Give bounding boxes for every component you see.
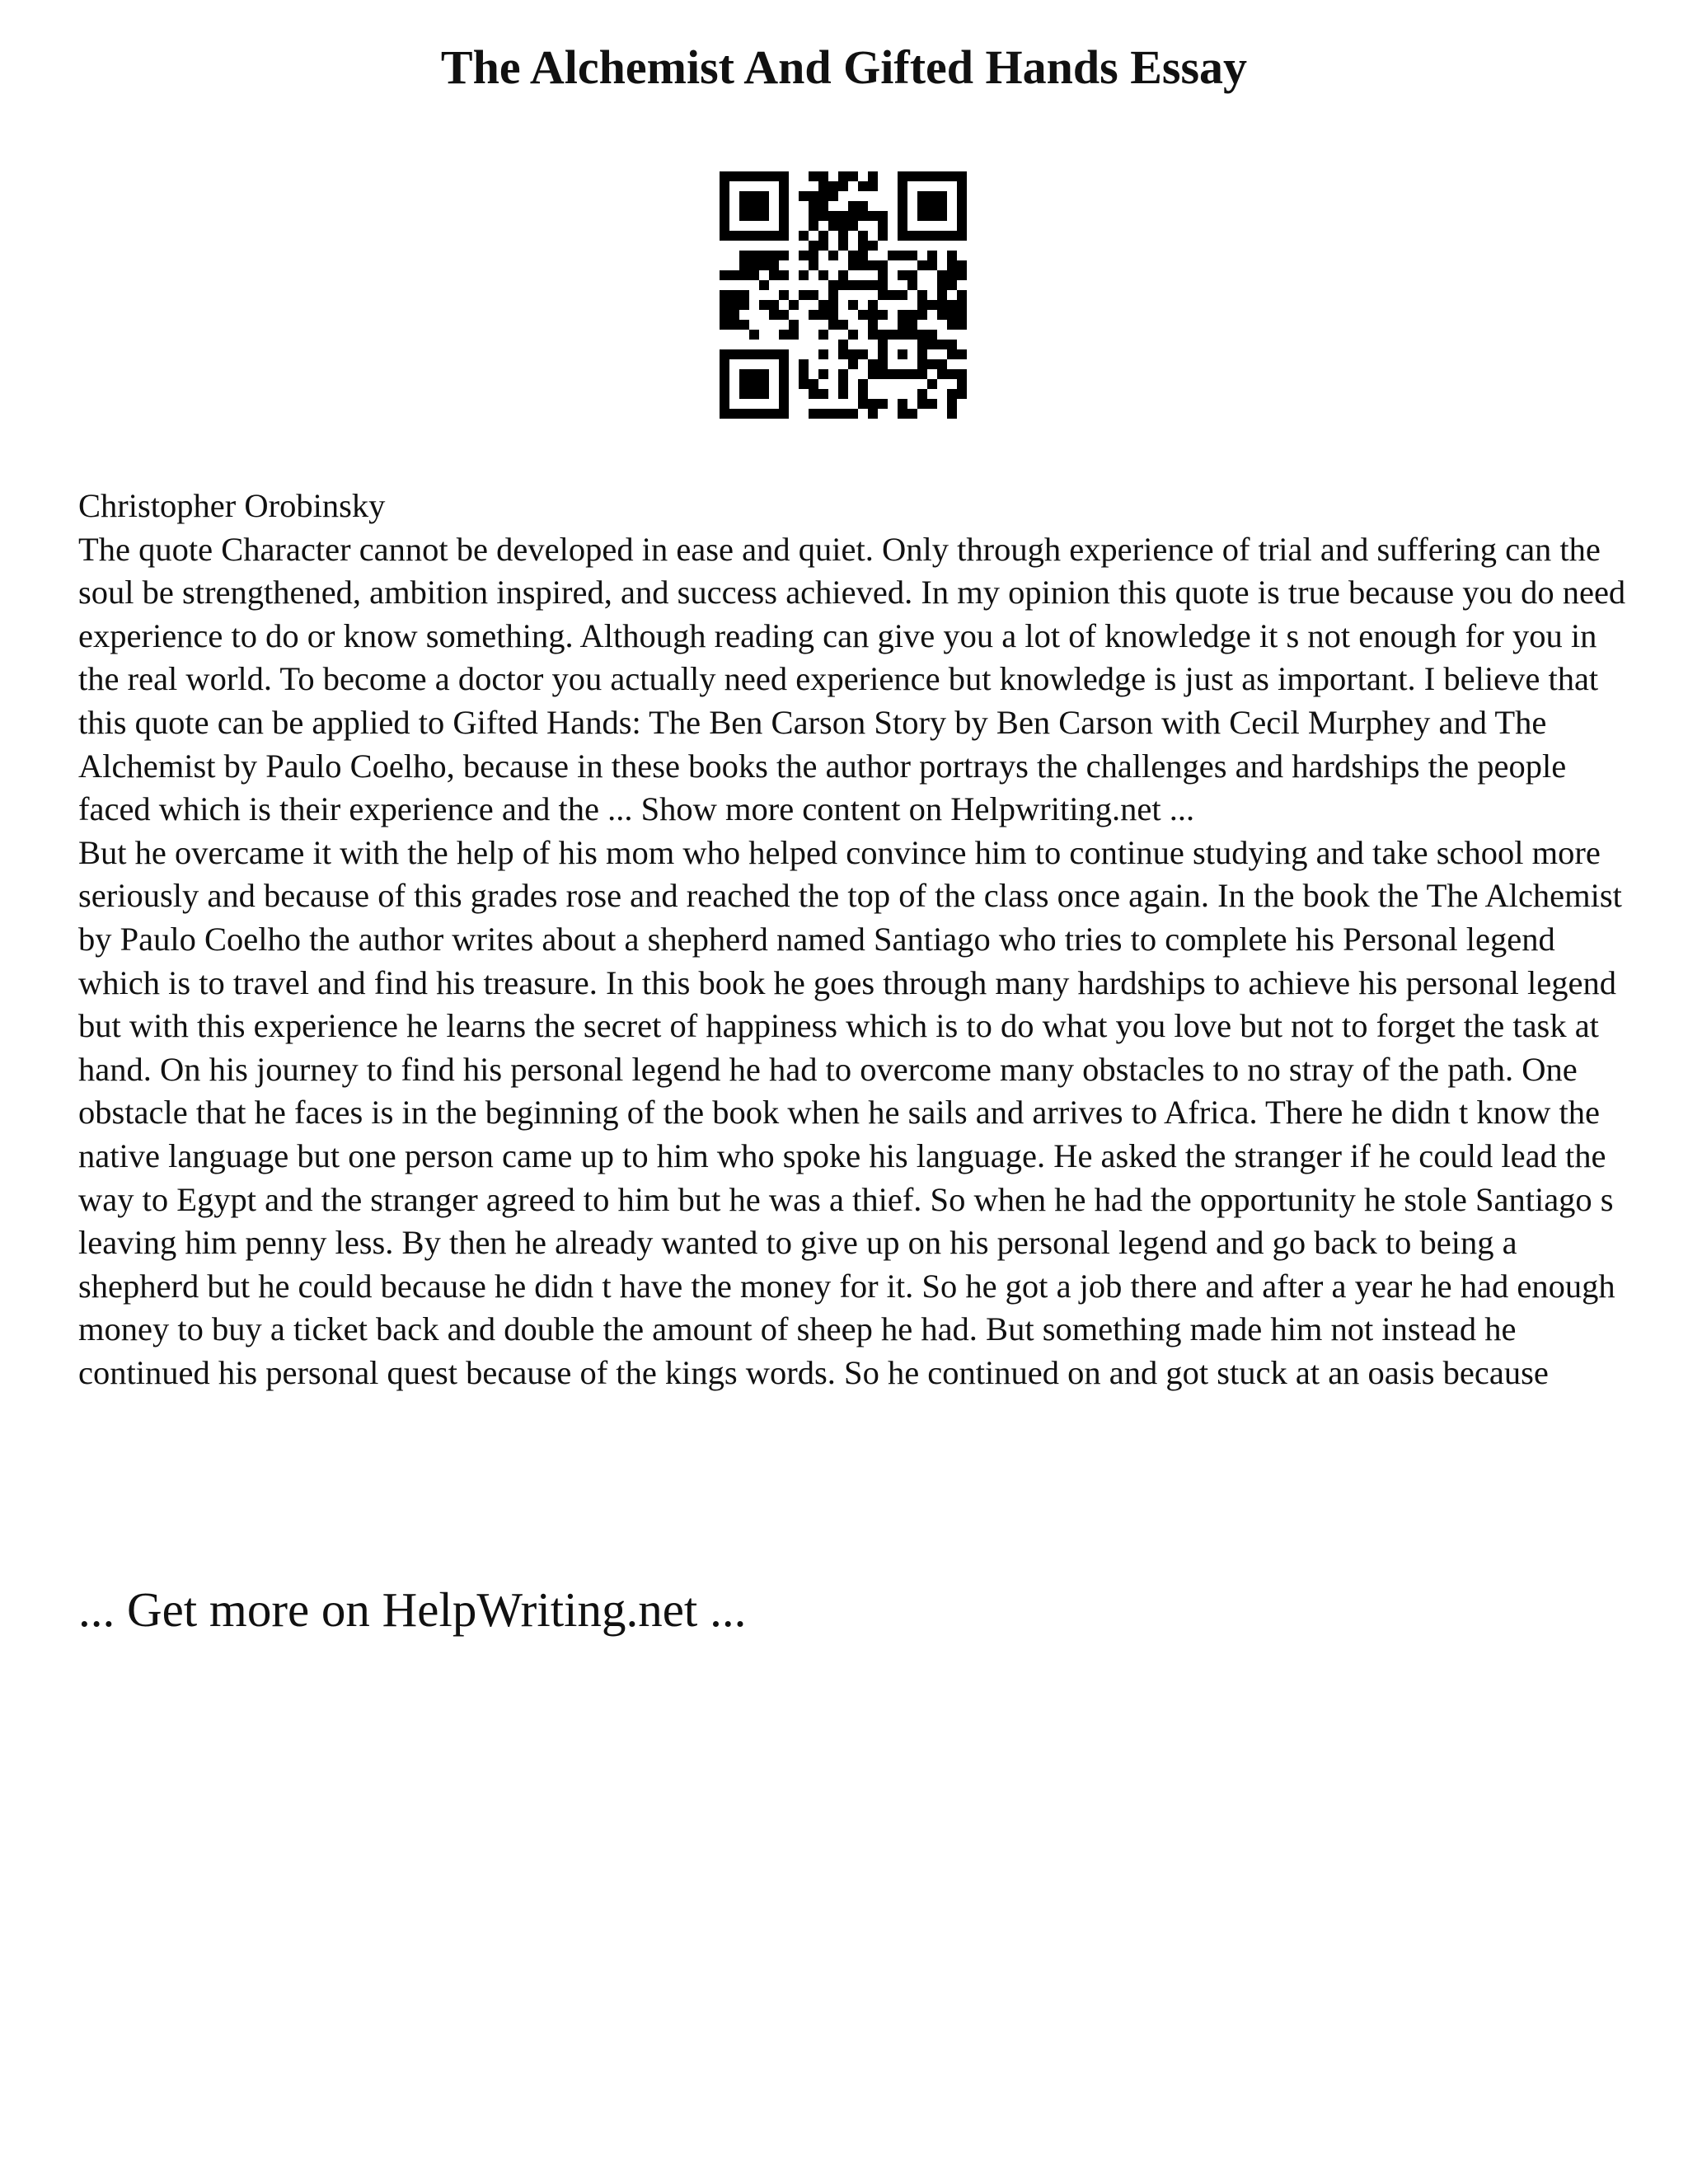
essay-paragraph-1: The quote Character cannot be developed in ease and quiet. Only through experience of trial and suffering can the soul be strengthened, ambition inspired, and success achieved. In my opinion this quote is true because you do need experience to do or know something. Although reading can give you a lot of knowledge it s not enough for you in the real world. To become a doctor you actually need experience but knowledge is just as important. I believe that this quote can be applied to Gifted Hands: The Ben Carson Story by Ben Carson with Cecil Murphey and The Alchemist by Paulo Coelho, because in these books the author portrays the challenges and hardships the people faced which is their experience and the ... Show more content on Helpwriting.net ... (78, 530, 1626, 828)
essay-body (78, 485, 1628, 1394)
essay-paragraph-2: But he overcame it with the help of his mom who helped convince him to continue studying and take school more seriously and because of this grades rose and reached the top of the class once again. In the book the The Alchemist by Paulo Coelho the author writes about a shepherd named Santiago who tries to complete his Personal legend which is to travel and find his treasure. In this book he goes through many hardships to achieve his personal legend but with this experience he learns the secret of happiness which is to do what you love but not to forget the task at hand. On his journey to find his personal legend he had to overcome many obstacles to no stray of the path. One obstacle that he faces is in the beginning of the book when he sails and arrives to Africa. There he didn t know the native language but one person came up to him who spoke his language. He asked the stranger if he could lead the way to Egypt and the stranger agreed to him but he was a thief. So when he had the opportunity he stole Santiago s leaving him penny less. By then he already wanted to give up on his personal legend and go back to being a shepherd but he could because he didn t have the money for it. So he got a job there and after a year he had enough money to buy a ticket back and double the amount of sheep he had. But something made him not instead he continued his personal quest because of the kings words. So he continued on and got stuck at an oasis because (78, 833, 1622, 1391)
qr-code-graphic (720, 171, 967, 419)
qr-code-icon (720, 171, 967, 419)
author-name: Christopher Orobinsky (78, 487, 386, 524)
page-title: The Alchemist And Gifted Hands Essay (440, 40, 1248, 94)
get-more-link[interactable]: ... Get more on HelpWriting.net ... (78, 1582, 747, 1637)
